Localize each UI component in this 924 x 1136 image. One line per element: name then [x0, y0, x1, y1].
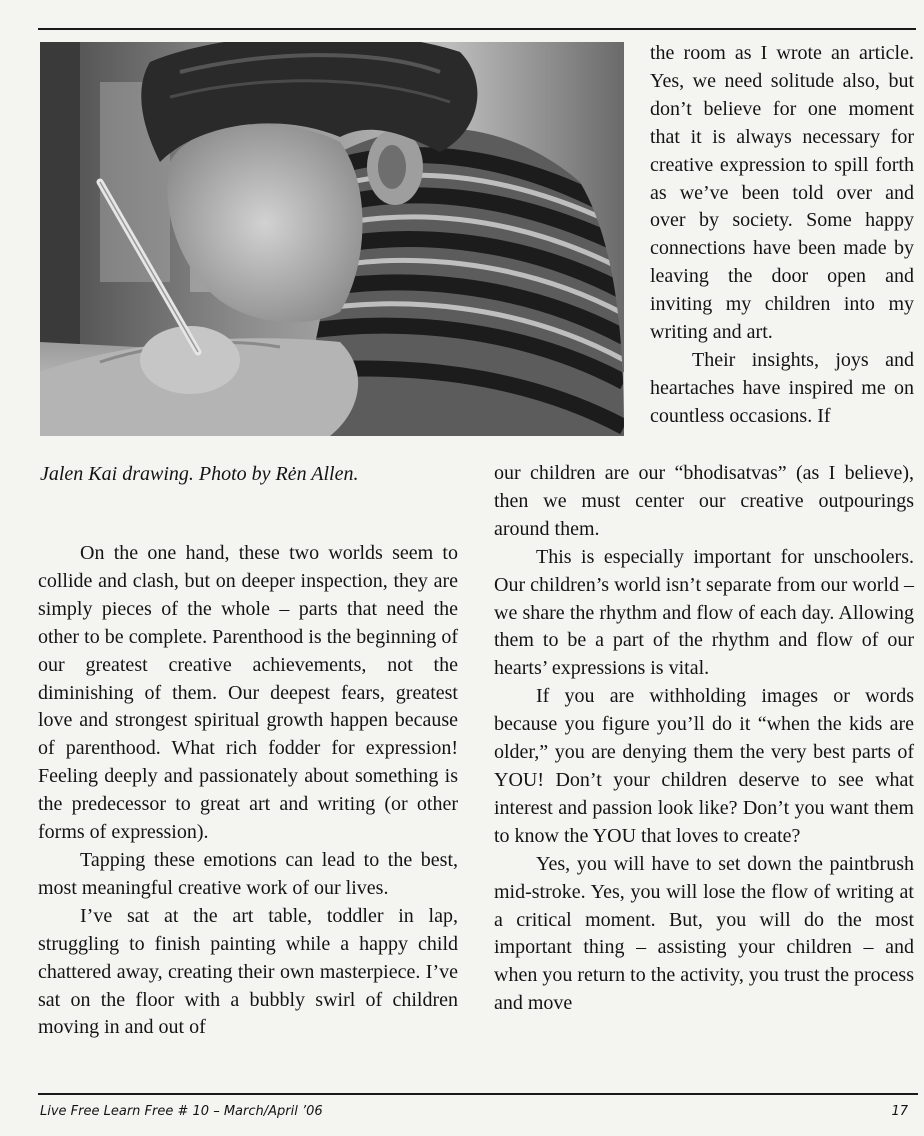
photo-caption: Jalen Kai drawing. Photo by Rėn Allen. [40, 463, 359, 485]
paragraph: If you are withholding images or words because you figure you’ll do it “when the kids are older,” you are denying them the very best parts of YOU! Don’t your children deserve to see what interest and passion look like? Don’t you want them to know the YOU that loves to create? [494, 685, 914, 847]
boy-drawing-icon [40, 42, 624, 436]
paragraph: Yes, you will have to set down the paintbrush mid-stroke. Yes, you will lose the flow of writing at a critical moment. But, you will do the most important thing – assisting your children – and when you return to the activity, you trust the process and move [494, 852, 914, 1015]
right-column-upper [650, 40, 914, 431]
page-footer [40, 1102, 910, 1126]
paragraph: On the one hand, these two worlds seem to collide and clash, but on deeper inspection, they are simply pieces of the whole – parts that need the other to be complete. Parenthood is the beginning of our greatest creative achievements, not the diminishing of them. Our deepest fears, greatest love and strongest spiritual growth happen because of parenthood. What rich fodder for expression! Feeling deeply and passionately about something is the predecessor to great art and writing (or other forms of expression). [38, 542, 458, 844]
paragraph: Their insights, joys and heartaches have inspired me on countless occasions. If [650, 348, 914, 427]
page-number: 17 [891, 1104, 908, 1119]
paragraph: Tapping these emotions can lead to the best, most meaningful creative work of our lives. [38, 848, 458, 899]
publication-title: Live Free Learn Free # 10 – March/April ’06 [40, 1104, 323, 1119]
paragraph: This is especially important for unschoolers. Our children’s world isn’t separate from our world – we share the rhythm and flow of each day. Allowing them to be a part of the rhythm and flow of our hearts’ expressions is vital. [494, 545, 914, 680]
photo [40, 42, 624, 436]
right-column-lower [494, 460, 914, 1018]
paragraph: our children are our “bhodisatvas” (as I believe), then we must center our creative outpourings around them. [494, 462, 914, 540]
left-column [38, 540, 458, 1042]
top-rule [38, 28, 916, 30]
paragraph: I’ve sat at the art table, toddler in lap, struggling to finish painting while a happy child chattered away, creating their own masterpiece. I’ve sat on the floor with a bubbly swirl of children moving in and out of [38, 904, 458, 1039]
footer-rule [38, 1093, 918, 1095]
paragraph: the room as I wrote an article. Yes, we need solitude also, but don’t believe for one moment that it is always necessary for creative expression to spill forth as we’ve been told over and over by society. Some happy connections have been made by leaving the door open and inviting my children into my writing and art. [650, 42, 914, 344]
